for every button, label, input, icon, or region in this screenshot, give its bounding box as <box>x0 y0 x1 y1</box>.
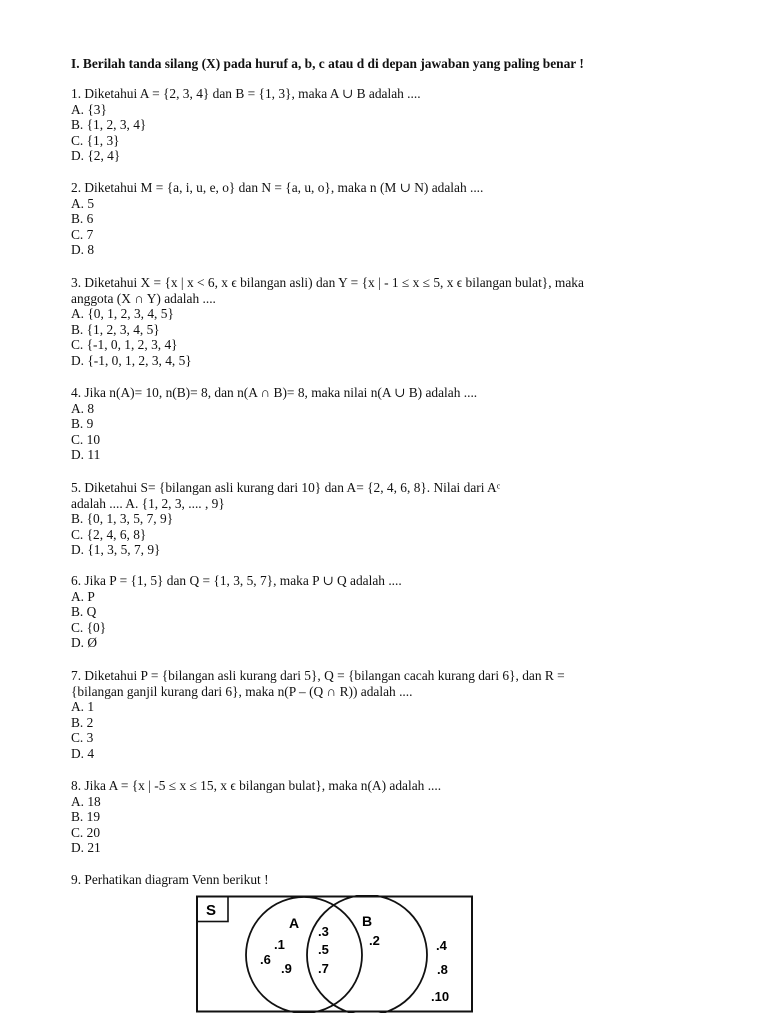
universe-label: S <box>206 902 217 919</box>
option-b[interactable]: B. 9 <box>71 416 94 431</box>
question-stem: 2. Diketahui M = {a, i, u, e, o} dan N = {a, u, o}, maka n (M ∪ N) adalah .... <box>71 180 484 195</box>
question-1 <box>71 86 421 164</box>
instruction-heading: I. Berilah tanda silang (X) pada huruf a, b, c atau d di depan jawaban yang paling benar ! <box>71 56 584 71</box>
element-outside: .8 <box>437 962 448 977</box>
option-d[interactable]: D. 11 <box>71 447 101 462</box>
element-a-only: .9 <box>281 961 292 976</box>
element-intersection: .3 <box>318 924 329 939</box>
question-9 <box>71 872 269 888</box>
question-stem-continued: {bilangan ganjil kurang dari 6}, maka n(P – (Q ∩ R)) adalah .... <box>71 683 413 699</box>
option-a[interactable]: A. {0, 1, 2, 3, 4, 5} <box>71 306 174 321</box>
set-a-label: A <box>289 915 300 931</box>
option-a[interactable]: A. 8 <box>71 400 95 416</box>
question-stem: 1. Diketahui A = {2, 3, 4} dan B = {1, 3}, maka A ∪ B adalah .... <box>71 86 421 101</box>
option-a[interactable]: A. {3} <box>71 101 107 117</box>
option-d[interactable]: D. 21 <box>71 840 101 855</box>
question-stem-continued: anggota (X ∩ Y) adalah .... <box>71 290 216 306</box>
option-c[interactable]: C. {2, 4, 6, 8} <box>71 526 147 542</box>
option-b[interactable]: B. 2 <box>71 714 94 730</box>
question-stem: 3. Diketahui X = {x | x < 6, x ϵ bilangan asli) dan Y = {x | - 1 ≤ x ≤ 5, x ϵ bilangan bulat}, maka <box>71 275 584 290</box>
element-intersection: .7 <box>318 961 329 976</box>
option-c[interactable]: C. {1, 3} <box>71 132 120 148</box>
option-a[interactable]: A. 1 <box>71 699 95 714</box>
option-b[interactable]: B. Q <box>71 604 97 619</box>
element-a-only: .6 <box>260 952 271 967</box>
question-stem: 4. Jika n(A)= 10, n(B)= 8, dan n(A ∩ B)= 8, maka nilai n(A ∪ B) adalah .... <box>71 385 478 400</box>
option-c[interactable]: C. {-1, 0, 1, 2, 3, 4} <box>71 337 178 352</box>
element-a-only: .1 <box>274 937 285 952</box>
question-stem: 7. Diketahui P = {bilangan asli kurang dari 5}, Q = {bilangan cacah kurang dari 6}, dan R = <box>71 668 565 683</box>
option-b[interactable]: B. {1, 2, 3, 4} <box>71 117 147 132</box>
venn-diagram <box>196 895 474 1013</box>
question-stem: 6. Jika P = {1, 5} dan Q = {1, 3, 5, 7}, maka P ∪ Q adalah .... <box>71 573 402 588</box>
option-a[interactable]: A. 18 <box>71 793 101 809</box>
question-stem: 8. Jika A = {x | -5 ≤ x ≤ 15, x ϵ bilangan bulat}, maka n(A) adalah .... <box>71 778 442 793</box>
question-8 <box>71 778 441 856</box>
option-d[interactable]: D. 4 <box>71 745 95 761</box>
option-c[interactable]: C. 7 <box>71 226 94 242</box>
option-d[interactable]: D. 8 <box>71 242 95 257</box>
option-d[interactable]: D. {2, 4} <box>71 148 121 163</box>
question-4 <box>71 385 477 463</box>
option-a[interactable]: A. 5 <box>71 195 95 211</box>
element-b-only: .2 <box>369 933 380 948</box>
question-2 <box>71 180 483 258</box>
option-b[interactable]: B. {0, 1, 3, 5, 7, 9} <box>71 511 174 526</box>
question-5 <box>71 480 500 558</box>
question-3 <box>71 275 584 368</box>
question-stem: 5. Diketahui S= {bilangan asli kurang dari 10} dan A= {2, 4, 6, 8}. Nilai dari Aᶜ <box>71 480 501 495</box>
question-stem: 9. Perhatikan diagram Venn berikut ! <box>71 872 269 887</box>
option-c[interactable]: C. 3 <box>71 730 94 745</box>
option-b[interactable]: B. 6 <box>71 211 94 226</box>
question-7 <box>71 668 565 761</box>
question-6 <box>71 573 402 651</box>
option-b[interactable]: B. {1, 2, 3, 4, 5} <box>71 321 160 337</box>
option-c[interactable]: C. 20 <box>71 824 101 840</box>
set-b-label: B <box>362 913 373 929</box>
element-intersection: .5 <box>318 942 329 957</box>
element-outside: .10 <box>431 989 450 1004</box>
option-d[interactable]: D. {1, 3, 5, 7, 9} <box>71 542 161 557</box>
option-c[interactable]: C. {0} <box>71 619 107 635</box>
option-d[interactable]: D. Ø <box>71 635 98 650</box>
option-a[interactable]: A. P <box>71 588 95 604</box>
option-b[interactable]: B. 19 <box>71 809 101 824</box>
option-c[interactable]: C. 10 <box>71 431 101 447</box>
element-outside: .4 <box>436 938 447 953</box>
question-stem-with-option-a[interactable]: adalah .... A. {1, 2, 3, .... , 9} <box>71 495 225 511</box>
option-d[interactable]: D. {-1, 0, 1, 2, 3, 4, 5} <box>71 352 192 368</box>
